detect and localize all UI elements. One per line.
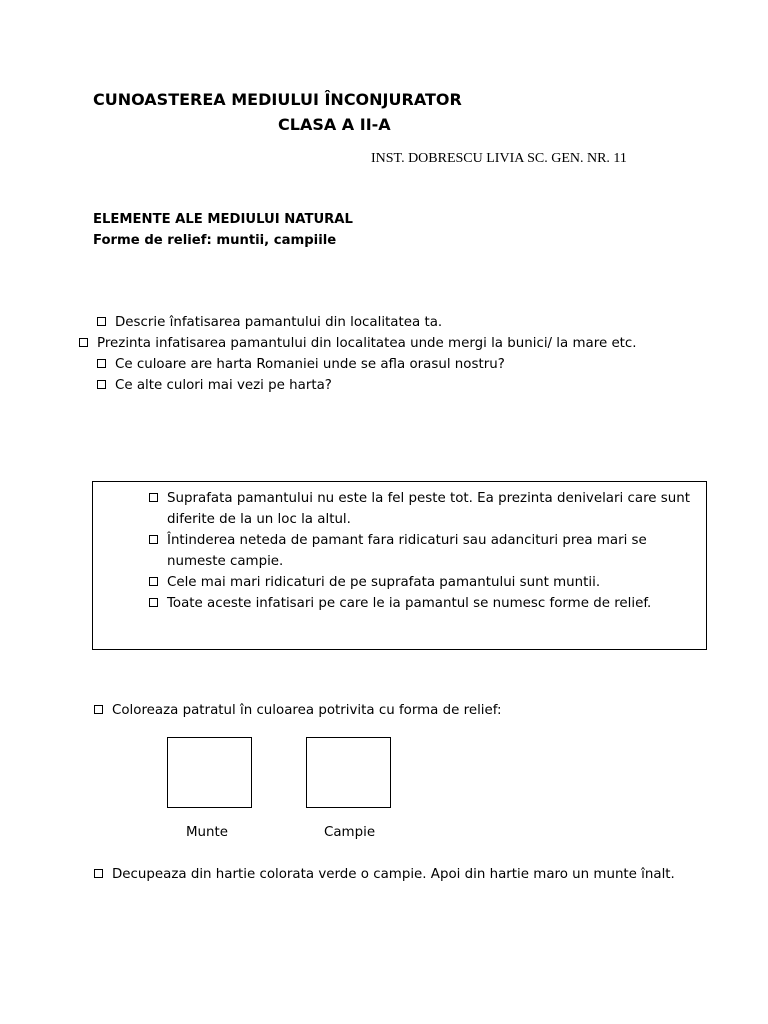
questions-list	[97, 312, 697, 396]
campie-color-square[interactable]	[306, 737, 391, 808]
checkbox-icon	[97, 359, 106, 368]
question-text: Ce culoare are harta Romaniei unde se afla orasul nostru?	[115, 357, 505, 372]
checkbox-icon	[94, 869, 103, 878]
section-heading: ELEMENTE ALE MEDIULUI NATURAL	[93, 212, 353, 227]
document-title: CUNOASTEREA MEDIULUI ÎNCONJURATOR	[93, 90, 462, 109]
question-text: Descrie înfatisarea pamantului din localitatea ta.	[115, 315, 443, 330]
cutout-instruction: Decupeaza din hartie colorata verde o campie. Apoi din hartie maro un munte înalt.	[112, 867, 675, 882]
checkbox-icon	[94, 705, 103, 714]
exercise-instruction: Coloreaza patratul în culoarea potrivita cu forma de relief:	[112, 703, 502, 718]
munte-label: Munte	[186, 825, 229, 840]
question-text: Ce alte culori mai vezi pe harta?	[115, 378, 332, 393]
checkbox-icon	[97, 317, 106, 326]
section-subheading: Forme de relief: muntii, campiile	[93, 233, 337, 248]
list-item	[149, 488, 697, 530]
author-line: INST. DOBRESCU LIVIA SC. GEN. NR. 11	[371, 151, 627, 166]
list-item	[149, 572, 697, 593]
list-item	[94, 700, 704, 721]
exercise-list	[94, 700, 704, 721]
checkbox-icon	[79, 338, 88, 347]
question-text: Prezinta infatisarea pamantului din localitatea unde mergi la bunici/ la mare etc.	[97, 336, 637, 351]
info-text: Cele mai mari ridicaturi de pe suprafata pamantului sunt muntii.	[167, 575, 601, 590]
info-box	[92, 481, 707, 650]
list-item	[94, 864, 694, 885]
munte-color-square[interactable]	[167, 737, 252, 808]
info-list	[149, 488, 697, 614]
list-item	[97, 312, 697, 333]
checkbox-icon	[149, 598, 158, 607]
checkbox-icon	[149, 535, 158, 544]
info-text: Toate aceste infatisari pe care le ia pamantul se numesc forme de relief.	[167, 596, 652, 611]
class-subtitle: CLASA A II-A	[278, 115, 391, 134]
list-item	[97, 375, 697, 396]
checkbox-icon	[149, 577, 158, 586]
list-item	[97, 354, 697, 375]
info-text: Suprafata pamantului nu este la fel peste tot. Ea prezinta denivelari care sunt diferite de la un loc la altul.	[167, 491, 690, 527]
list-item	[149, 593, 697, 614]
cutout-list	[94, 864, 694, 885]
list-item	[79, 333, 697, 354]
list-item	[149, 530, 697, 572]
checkbox-icon	[149, 493, 158, 502]
checkbox-icon	[97, 380, 106, 389]
campie-label: Campie	[324, 825, 376, 840]
info-text: Întinderea neteda de pamant fara ridicaturi sau adancituri prea mari se numeste campie.	[167, 533, 647, 569]
